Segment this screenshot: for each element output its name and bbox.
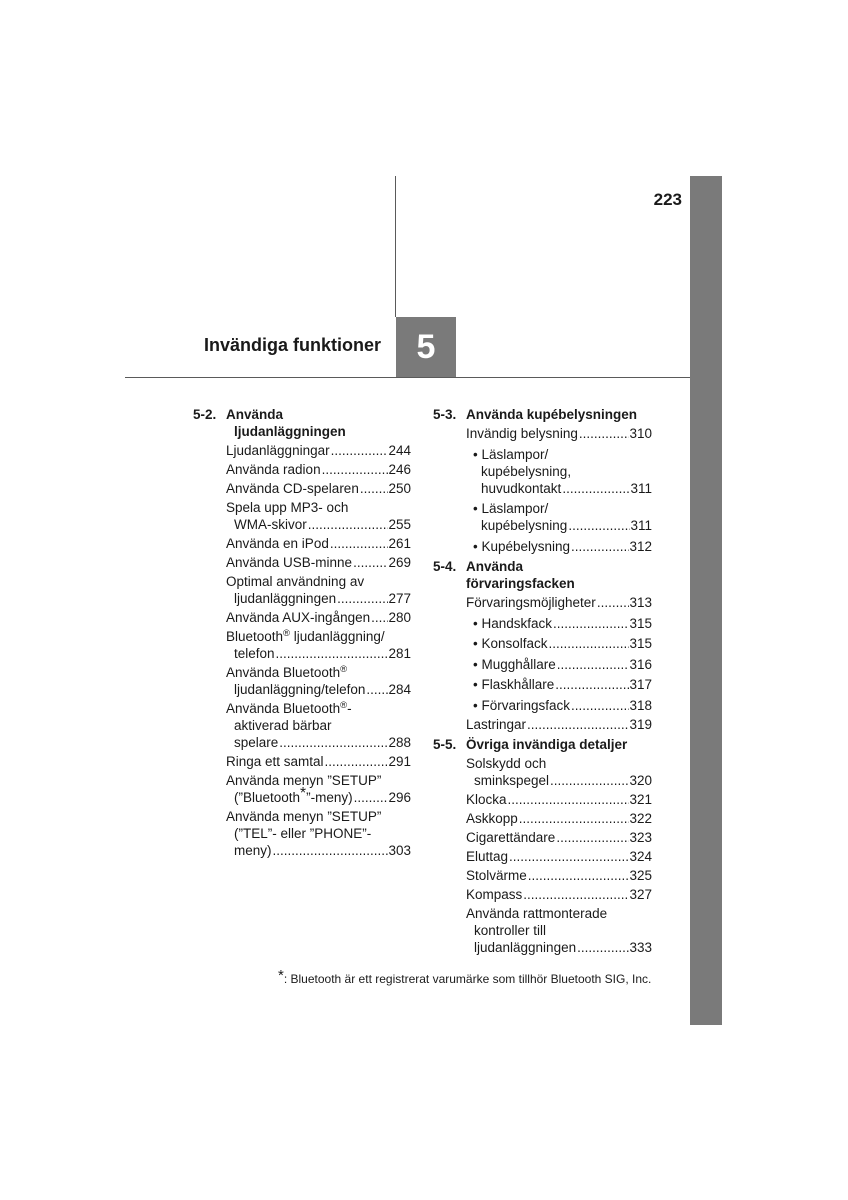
toc-section-header — [433, 558, 652, 592]
entry-label: Använda en iPod — [226, 536, 329, 551]
page-number: 223 — [653, 190, 682, 209]
page-reference: 311 — [630, 480, 652, 496]
toc-entry — [226, 535, 411, 552]
entry-label: Invändig belysning — [466, 426, 578, 441]
dot-leader — [556, 656, 630, 673]
entry-last-line — [226, 753, 411, 770]
page-reference: 246 — [388, 462, 411, 477]
page-reference: 315 — [629, 615, 652, 631]
entry-last-line — [226, 609, 411, 626]
entry-text-line: (”TEL”- eller ”PHONE”- — [234, 826, 372, 841]
page-reference: 313 — [629, 595, 652, 610]
toc-entry — [226, 664, 411, 698]
entry-label: sminkspegel — [474, 773, 550, 788]
dot-leader — [549, 772, 629, 789]
registered-mark: ® — [340, 664, 348, 675]
entry-text-line: aktiverad bärbar — [234, 718, 332, 733]
chapter-thumb-tab — [690, 176, 722, 1025]
entry-label: • Förvaringsfack — [473, 697, 571, 713]
dot-leader — [330, 442, 389, 459]
registered-mark: ® — [283, 628, 291, 639]
header-divider-horizontal — [125, 377, 690, 378]
page-reference: 321 — [629, 792, 652, 807]
toc-section-header — [193, 406, 411, 440]
entry-last-line — [473, 635, 652, 652]
entry-text-line: Använda menyn ”SETUP” — [226, 809, 382, 824]
toc-entry — [226, 573, 411, 607]
entry-label: ljudanläggningen — [474, 940, 577, 955]
header-divider-vertical — [395, 176, 396, 317]
dot-leader — [548, 635, 630, 652]
chapter-number-box — [396, 317, 456, 377]
page-reference: 312 — [629, 538, 652, 554]
toc-entry — [466, 886, 652, 903]
dot-leader — [576, 939, 629, 956]
entry-last-line — [226, 442, 411, 459]
toc-entry — [226, 808, 411, 859]
section-number: 5-3. — [433, 407, 457, 422]
dot-leader — [554, 676, 629, 693]
toc-section — [193, 406, 411, 859]
entry-last-line — [466, 716, 652, 733]
toc-sub-entry — [466, 615, 652, 632]
entry-last-line — [226, 461, 411, 478]
toc-entry — [466, 755, 652, 789]
entry-text-line: Spela upp MP3- och — [226, 500, 349, 515]
entry-last-line — [466, 848, 652, 865]
toc-entry — [466, 810, 652, 827]
dot-leader — [365, 681, 388, 698]
page-reference: 316 — [629, 656, 652, 672]
toc-sub-entry — [466, 656, 652, 673]
entry-label: spelare — [234, 735, 279, 750]
toc-right-column — [433, 406, 652, 956]
entry-text-line: Använda Bluetooth® — [226, 664, 348, 680]
page-reference: 261 — [388, 536, 411, 551]
toc-entry — [466, 867, 652, 884]
entry-last-line — [473, 538, 652, 555]
dot-leader — [336, 590, 388, 607]
page-reference: 250 — [388, 481, 411, 496]
dot-leader — [567, 517, 630, 534]
entry-text-line: • Läslampor/ — [473, 446, 549, 462]
page-reference: 280 — [388, 610, 411, 625]
section-title — [226, 406, 411, 440]
entry-label: Stolvärme — [466, 868, 527, 883]
toc-entry — [226, 609, 411, 626]
entry-label: huvudkontakt — [481, 480, 562, 496]
page-reference: 327 — [629, 887, 652, 902]
dot-leader — [329, 535, 389, 552]
entry-label: • Kupébelysning — [473, 538, 571, 554]
page-reference: 284 — [388, 682, 411, 697]
toc-sub-entry — [466, 676, 652, 693]
entry-last-line — [473, 517, 652, 534]
dot-leader — [518, 810, 630, 827]
entry-last-line — [466, 594, 652, 611]
entry-label: Använda AUX-ingången — [226, 610, 371, 625]
dot-leader — [578, 425, 630, 442]
page-reference: 322 — [629, 811, 652, 826]
toc-entry-list — [226, 442, 411, 859]
entry-last-line — [226, 590, 411, 607]
toc-section-header — [433, 736, 652, 753]
page-reference: 296 — [388, 790, 411, 805]
entry-label: ljudanläggningen — [234, 591, 337, 606]
dot-leader — [272, 842, 389, 859]
section-title — [466, 406, 652, 423]
toc-sub-entry — [466, 697, 652, 714]
dot-leader — [522, 886, 629, 903]
entry-last-line — [466, 886, 652, 903]
dot-leader — [507, 791, 630, 808]
toc-entry-list — [466, 755, 652, 956]
entry-label: Klocka — [466, 792, 507, 807]
page-reference: 310 — [629, 426, 652, 441]
entry-label: Använda CD-spelaren — [226, 481, 359, 496]
section-title-line: Använda — [466, 559, 524, 574]
entry-label: meny) — [234, 843, 272, 858]
entry-last-line — [466, 810, 652, 827]
dot-leader — [570, 697, 629, 714]
entry-label: Ringa ett samtal — [226, 754, 324, 769]
footnote — [278, 967, 652, 988]
toc-section — [433, 406, 652, 555]
dot-leader — [552, 615, 629, 632]
toc-section-header — [433, 406, 652, 423]
toc-entry — [466, 829, 652, 846]
entry-label: Förvaringsmöjligheter — [466, 595, 596, 610]
entry-last-line — [466, 425, 652, 442]
entry-last-line — [466, 867, 652, 884]
dot-leader — [275, 645, 389, 662]
dot-leader — [324, 753, 389, 770]
toc-entry — [226, 628, 411, 662]
entry-last-line — [466, 829, 652, 846]
page-reference: 281 — [388, 646, 411, 661]
dot-leader — [278, 734, 388, 751]
toc-entry — [226, 480, 411, 497]
section-title-line: ljudanläggningen — [234, 424, 346, 439]
chapter-number: 5 — [416, 328, 436, 366]
entry-last-line — [466, 939, 652, 956]
toc-entry — [466, 594, 652, 611]
toc-entry — [466, 905, 652, 956]
entry-label: Cigarettändare — [466, 830, 556, 845]
toc-entry — [466, 425, 652, 442]
page-reference: 333 — [629, 940, 652, 955]
entry-label: • Flaskhållare — [473, 677, 555, 692]
entry-last-line — [473, 656, 652, 673]
toc-sub-entry — [466, 635, 652, 652]
dot-leader — [508, 848, 629, 865]
entry-label: • Mugghållare — [473, 656, 556, 672]
entry-text-line: Optimal användning av — [226, 574, 365, 589]
section-number: 5-2. — [193, 407, 217, 422]
toc-entry — [466, 848, 652, 865]
entry-label: WMA-skivor — [234, 517, 307, 532]
dot-leader — [561, 480, 630, 497]
dot-leader — [570, 538, 629, 555]
page-reference: 244 — [388, 443, 411, 458]
section-number: 5-5. — [433, 737, 457, 752]
entry-last-line — [473, 615, 652, 632]
entry-last-line — [466, 772, 652, 789]
toc-entry — [226, 772, 411, 806]
section-title-line: Använda kupébelysningen — [466, 407, 638, 422]
entry-label: • Handskfack — [473, 615, 553, 631]
section-number: 5-4. — [433, 559, 457, 574]
page-reference: 315 — [629, 636, 652, 651]
toc-entry — [226, 499, 411, 533]
entry-last-line — [226, 734, 411, 751]
page-reference: 318 — [629, 697, 652, 713]
entry-last-line — [226, 681, 411, 698]
entry-text-line: Använda menyn ”SETUP” — [226, 773, 382, 788]
section-title-line: förvaringsfacken — [466, 576, 575, 591]
entry-text-line: Använda Bluetooth®- — [226, 700, 352, 716]
entry-label: • Konsolfack — [473, 636, 548, 651]
page-reference: 255 — [388, 517, 411, 532]
entry-label: ljudanläggning/telefon — [234, 682, 366, 697]
page-reference: 320 — [629, 773, 652, 788]
entry-text-line: Bluetooth® ljudanläggning/ — [226, 628, 385, 644]
toc-sub-entry — [466, 446, 652, 497]
page-reference: 291 — [388, 754, 411, 769]
dot-leader — [307, 516, 389, 533]
dot-leader — [321, 461, 389, 478]
page-reference: 311 — [630, 518, 652, 533]
page-reference: 277 — [388, 591, 411, 606]
dot-leader — [370, 609, 388, 626]
page-reference: 303 — [388, 843, 411, 858]
entry-label: Lastringar — [466, 716, 527, 732]
registered-mark: ® — [340, 700, 348, 711]
entry-label: telefon — [234, 646, 275, 661]
toc-entry — [226, 461, 411, 478]
footnote-text: : Bluetooth är ett registrerat varumärke som tillhör Bluetooth SIG, Inc. — [283, 972, 652, 986]
asterisk-marker: * — [300, 785, 307, 802]
entry-text-line: Solskydd och — [466, 756, 547, 771]
dot-leader — [359, 480, 389, 497]
footnote-marker: * — [278, 967, 284, 984]
entry-label: (”Bluetooth*”-meny) — [234, 785, 353, 805]
entry-label: kupébelysning — [481, 518, 568, 533]
dot-leader — [352, 554, 388, 571]
dot-leader — [353, 789, 389, 806]
toc-sub-entry — [466, 538, 652, 555]
entry-text-line: Använda rattmonterade — [466, 906, 608, 921]
section-title — [466, 736, 652, 753]
entry-label: Ljudanläggningar — [226, 443, 330, 458]
dot-leader — [527, 867, 630, 884]
dot-leader — [526, 716, 629, 733]
entry-text-line: kupébelysning, — [481, 463, 572, 479]
entry-last-line — [466, 791, 652, 808]
dot-leader — [555, 829, 629, 846]
page-reference: 319 — [629, 716, 652, 732]
entry-last-line — [226, 842, 411, 859]
entry-label: Askkopp — [466, 811, 518, 826]
toc-entry — [466, 791, 652, 808]
entry-last-line — [226, 480, 411, 497]
toc-entry — [226, 442, 411, 459]
entry-last-line — [226, 645, 411, 662]
toc-entry — [226, 700, 411, 751]
entry-last-line — [473, 676, 652, 693]
page-reference: 325 — [629, 868, 652, 883]
entry-last-line — [226, 516, 411, 533]
toc-entry-list — [466, 425, 652, 555]
entry-label: Eluttag — [466, 849, 509, 864]
entry-label: Använda radion — [226, 462, 321, 477]
dot-leader — [596, 594, 630, 611]
section-title-line: Övriga invändiga detaljer — [466, 737, 628, 752]
entry-last-line — [226, 785, 411, 806]
toc-sub-entry — [466, 500, 652, 534]
entry-text-line: • Läslampor/ — [473, 501, 549, 516]
toc-section — [433, 558, 652, 733]
toc-section — [433, 736, 652, 956]
entry-last-line — [226, 535, 411, 552]
entry-last-line — [226, 554, 411, 571]
toc-left-column — [193, 406, 411, 859]
entry-label: Kompass — [466, 887, 523, 902]
page-reference: 317 — [629, 677, 652, 692]
page-reference: 288 — [388, 735, 411, 750]
section-title — [466, 558, 652, 592]
page-reference: 324 — [629, 849, 652, 864]
toc-entry — [466, 716, 652, 733]
toc-entry — [226, 554, 411, 571]
entry-label: Använda USB-minne — [226, 555, 353, 570]
page-reference: 323 — [629, 830, 652, 845]
page-reference: 269 — [388, 555, 411, 570]
toc-entry — [226, 753, 411, 770]
entry-last-line — [473, 697, 652, 714]
toc-entry-list — [466, 594, 652, 733]
entry-text-line: kontroller till — [474, 923, 547, 938]
section-title-line: Använda — [226, 407, 284, 422]
entry-last-line — [473, 480, 652, 497]
chapter-title: Invändiga funktioner — [203, 335, 381, 355]
